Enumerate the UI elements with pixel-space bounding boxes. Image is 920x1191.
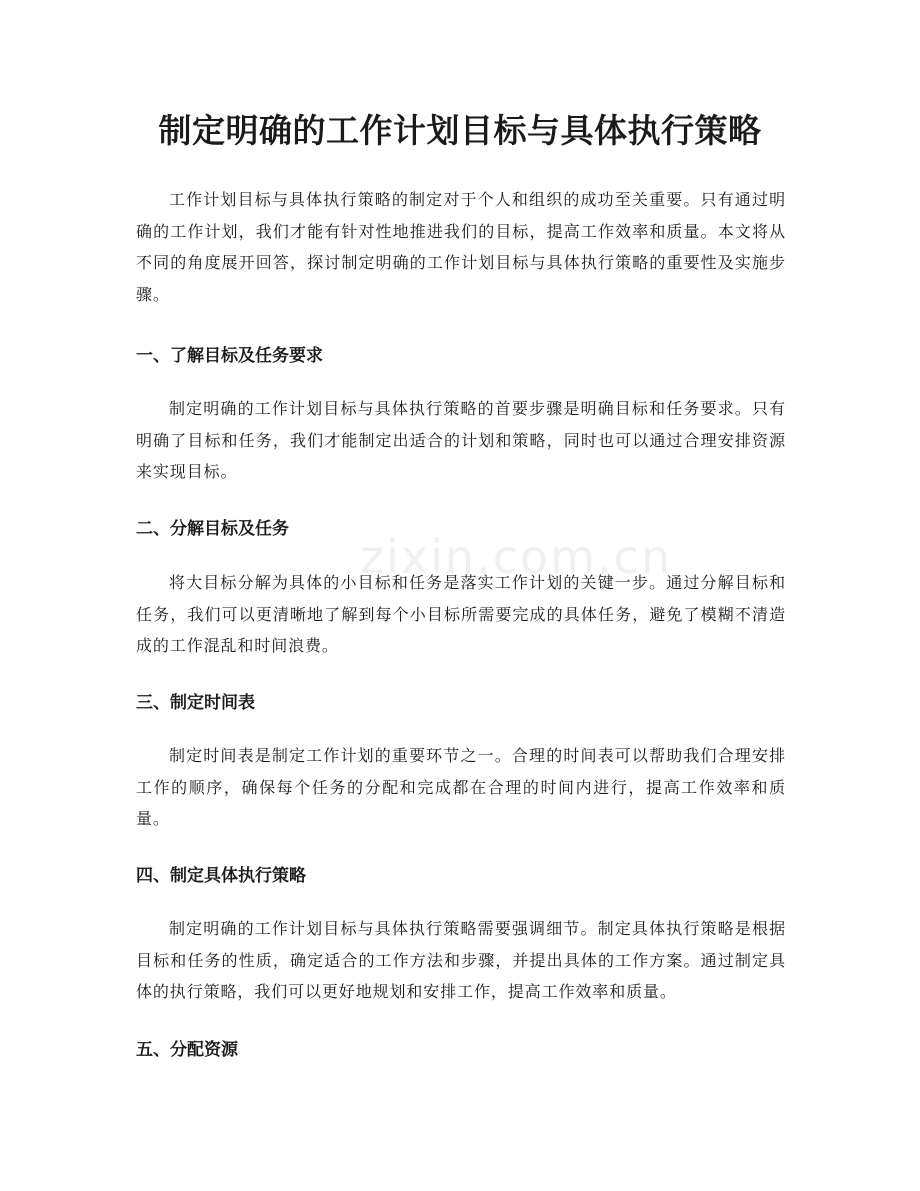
section-body-2: 将大目标分解为具体的小目标和任务是落实工作计划的关键一步。通过分解目标和任务，我们可以更清晰地了解到每个小目标所需要完成的具体任务，避免了模糊不清造成的工作混乱和时间浪费。: [136, 573, 786, 655]
intro-paragraph: 工作计划目标与具体执行策略的制定对于个人和组织的成功至关重要。只有通过明确的工作计划，我们才能有针对性地推进我们的目标，提高工作效率和质量。本文将从不同的角度展开回答，探讨制定明确的工作计划目标与具体执行策略的重要性及实施步骤。: [136, 190, 786, 304]
section-heading-4: 四、制定具体执行策略: [136, 866, 306, 886]
section-body-4: 制定明确的工作计划目标与具体执行策略需要强调细节。制定具体执行策略是根据目标和任务的性质，确定适合的工作方法和步骤，并提出具体的工作方案。通过制定具体的执行策略，我们可以更好地规划和安排工作，提高工作效率和质量。: [136, 919, 786, 1001]
watermark: zixin.com.cn: [360, 530, 673, 584]
section-heading-5: 五、分配资源: [136, 1040, 238, 1060]
section-heading-3: 三、制定时间表: [136, 693, 255, 713]
section-heading-2: 二、分解目标及任务: [136, 519, 289, 539]
section-heading-1: 一、了解目标及任务要求: [136, 346, 323, 366]
section-body-1: 制定明确的工作计划目标与具体执行策略的首要步骤是明确目标和任务要求。只有明确了目标和任务，我们才能制定出适合的计划和策略，同时也可以通过合理安排资源来实现目标。: [136, 399, 786, 481]
document-title: 制定明确的工作计划目标与具体执行策略: [158, 111, 762, 150]
section-body-3: 制定时间表是制定工作计划的重要环节之一。合理的时间表可以帮助我们合理安排工作的顺序，确保每个任务的分配和完成都在合理的时间内进行，提高工作效率和质量。: [136, 746, 786, 828]
